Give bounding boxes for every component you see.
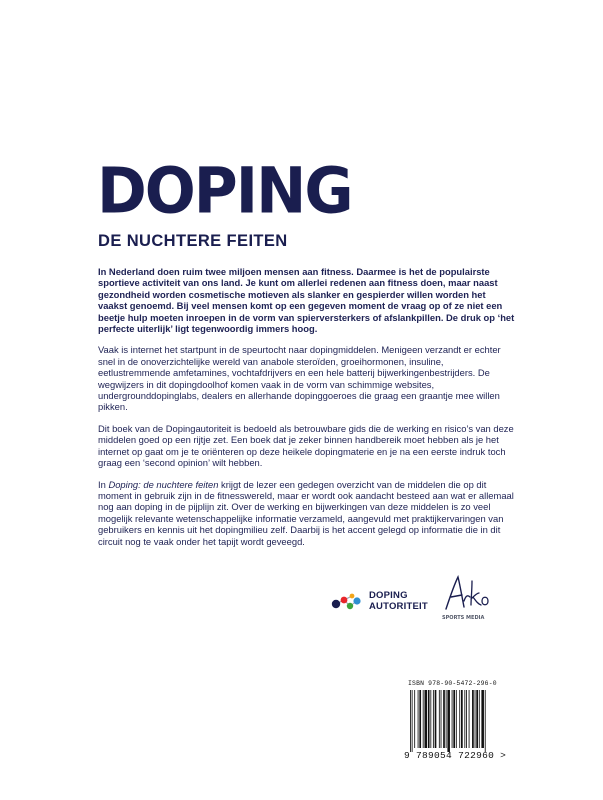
barcode-bar xyxy=(439,690,440,748)
arko-sports-media-logo xyxy=(442,575,492,620)
barcode-bar xyxy=(464,690,465,748)
barcode-bar xyxy=(453,690,455,748)
barcode-bar xyxy=(414,690,415,748)
arko-script-logo xyxy=(442,575,492,615)
logo-dot-green xyxy=(347,602,353,608)
blurb-p4-prefix: In xyxy=(98,478,109,490)
barcode-bar xyxy=(476,690,478,748)
barcode-bar xyxy=(433,690,434,748)
barcode-lead-digit: 9 xyxy=(404,750,411,761)
publisher-logos xyxy=(330,575,510,625)
doping-wordmark-line2: AUTORITEIT xyxy=(369,600,428,612)
barcode-bar xyxy=(410,690,411,752)
book-title: DOPING xyxy=(97,154,352,229)
barcode-bar xyxy=(446,690,447,748)
barcode-bar xyxy=(430,690,431,748)
barcode-bar xyxy=(424,690,427,748)
barcode-bar xyxy=(412,690,413,752)
blurb-paragraph-3: Dit boek van de Dopingautoriteit is bedoeld als betrouwbare gids die de werking en risico’s van deze middelen goed op een rijtje zet. Een boek dat je zeker binnen handbereik moet hebben als je het internet op gaat om je te oriënteren op deze heikele dopingmaterie en je na een eerste indruk toch graag een ‘second opinion’ wilt hebben. xyxy=(98,422,514,469)
arko-sports-media-text: SPORTS MEDIA xyxy=(442,615,485,621)
doping-autoriteit-wordmark xyxy=(369,591,428,612)
logo-dot-orange xyxy=(350,593,355,598)
isbn-number: ISBN 978-90-5472-296-0 xyxy=(408,680,497,687)
barcode-bar xyxy=(479,690,480,748)
barcode-bar xyxy=(447,690,450,752)
isbn-barcode xyxy=(404,680,514,770)
barcode-bar xyxy=(418,690,419,748)
barcode-bar xyxy=(435,690,437,748)
back-cover-blurb xyxy=(98,266,516,557)
molecule-dots-icon xyxy=(330,592,364,612)
barcode-bar xyxy=(469,690,470,748)
barcode-bar xyxy=(459,690,460,748)
doping-wordmark-line1: DOPING xyxy=(369,590,408,601)
barcode-bar xyxy=(466,690,467,748)
barcode-bar xyxy=(441,690,442,748)
logo-dot-navy xyxy=(332,599,340,607)
blurb-paragraph-4 xyxy=(98,479,516,547)
barcode-bar xyxy=(423,690,424,748)
logo-dot-blue xyxy=(353,597,360,604)
blurb-paragraph-2: Vaak is internet het startpunt in de speurtocht naar dopingmiddelen. Menigeen verzandt er echter snel in de onoverzichtelijke wereld van anabole steroïden, groeihormonen, insuline, eetlustremmende amfetamines, vochtafdrijvers en een hele batterij bijwerkingenbestrijders. De wegwijzers in dit dopingdoolhof komen vaak in de vorm van schimmige websites, undergrounddopinglabs, dealers en allerhande dopinggoeroes die graag een graantje mee willen pikken. xyxy=(98,344,501,413)
barcode-trail: > xyxy=(500,750,507,761)
barcode-bar xyxy=(443,690,445,748)
barcode-bar xyxy=(475,690,476,748)
barcode-digits xyxy=(404,750,506,761)
blurb-intro-paragraph: In Nederland doen ruim twee miljoen mensen aan fitness. Daarmee is het de populairste sportieve activiteit van ons land. Je kunt om allerlei redenen aan fitness doen, maar naast gezondheid worden cosmetische motieven als slanker en gespierder willen worden het vaakst genoemd. Bij veel mensen komt op een gegeven moment de vraag op of ze niet een beetje hulp moeten inroepen in de vorm van spierversterkers of afslankpillen. De druk op ‘het perfecte uiterlijk’ ligt tegenwoordig immers hoog. xyxy=(98,266,515,335)
barcode-bar xyxy=(428,690,430,748)
barcode-bars xyxy=(404,690,514,752)
barcode-bar xyxy=(485,690,486,752)
barcode-bar xyxy=(419,690,421,748)
barcode-bar xyxy=(461,690,463,748)
barcode-bar xyxy=(481,690,484,748)
blurb-p4-book-title: Doping: de nuchtere feiten xyxy=(108,478,219,490)
barcode-bar xyxy=(456,690,457,748)
blurb-p4-text: krijgt de lezer een gedegen overzicht van de middelen die op dit moment in gebruik zijn in de fitnesswereld, maar er wordt ook aandacht besteed aan wat er allemaal nog aan doping in de pijplijn zit. Over de werking en bijwerkingen van deze middelen is zo veel mogelijk relevante wetenschappelijke informatie verzameld, aangevuld met praktijkervaringen van gebruikers en kennis uit het dopingmilieu zelf. Daarbij is het accent gelegd op informatie die in dit circuit nog te vaak onder het tapijt wordt geveegd. xyxy=(98,478,514,547)
book-subtitle: DE NUCHTERE FEITEN xyxy=(98,232,288,250)
doping-autoriteit-logo xyxy=(330,591,428,612)
barcode-group-1: 789054 xyxy=(416,750,453,761)
barcode-group-2: 722960 xyxy=(458,750,495,761)
barcode-bar xyxy=(452,690,453,748)
logo-dot-red xyxy=(341,596,348,603)
barcode-bar xyxy=(472,690,474,748)
